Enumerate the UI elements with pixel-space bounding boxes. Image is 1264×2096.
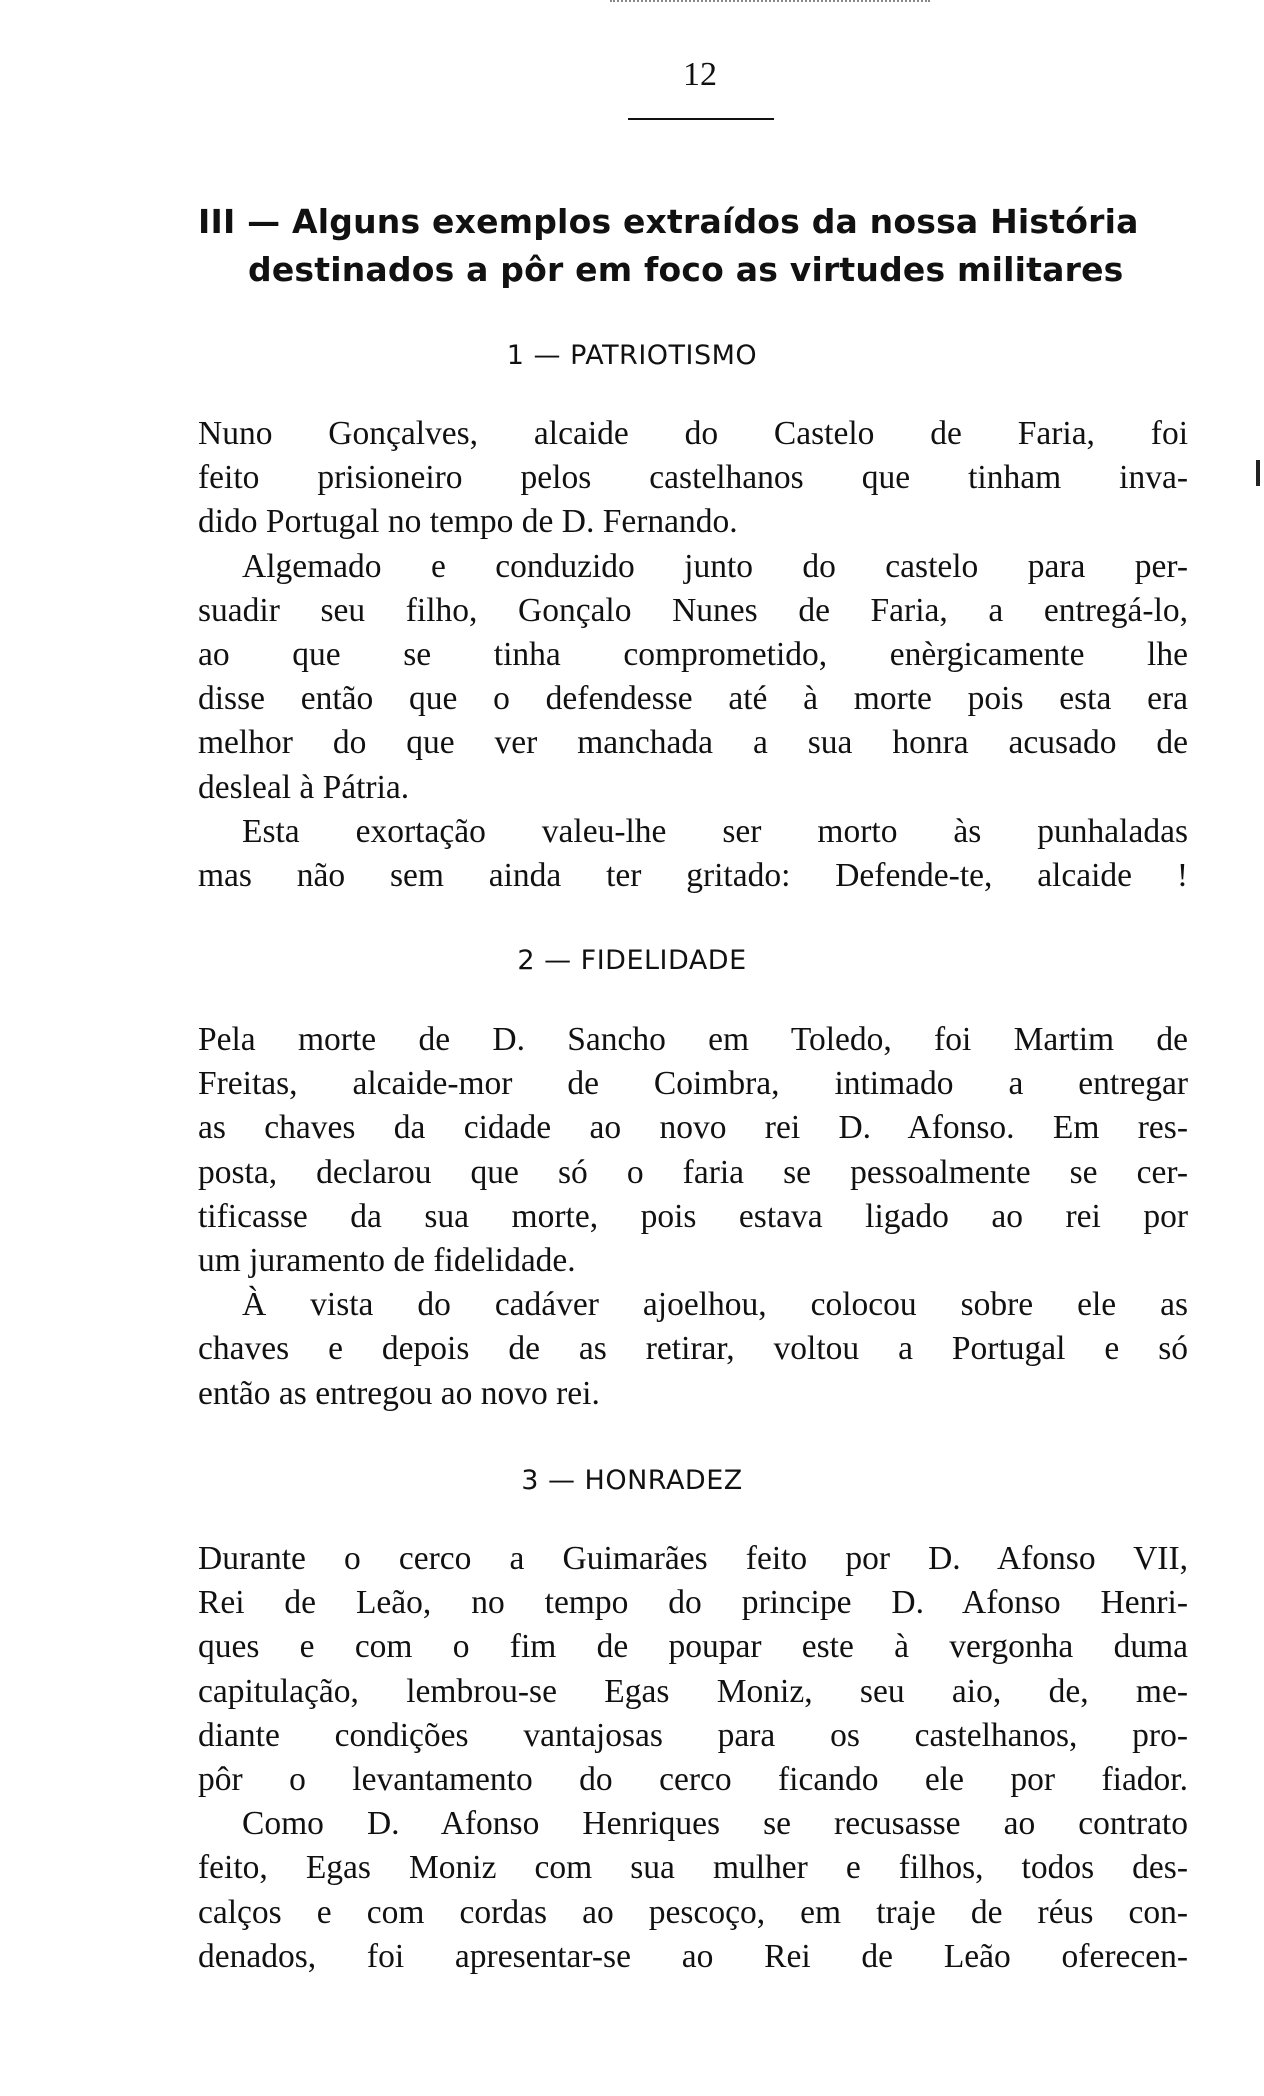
body-line: Rei de Leão, no tempo do principe D. Afonso Henri-	[198, 1584, 1188, 1622]
section-body-honradez	[198, 1537, 1188, 1979]
chapter-title-line-1: III — Alguns exemplos extraídos da nossa História	[198, 202, 1139, 241]
section-body-patriotismo	[198, 412, 1188, 898]
body-line: melhor do que ver manchada a sua honra acusado de	[198, 724, 1188, 762]
section-heading-fidelidade: 2 — FIDELIDADE	[517, 945, 747, 976]
body-line: Como D. Afonso Henriques se recusasse ao contrato	[242, 1805, 1188, 1843]
body-line: feito prisioneiro pelos castelhanos que tinham inva-	[198, 459, 1188, 497]
scan-edge-artifact	[610, 0, 930, 2]
page-number: 12	[683, 56, 717, 93]
body-line: disse então que o defendesse até à morte pois esta era	[198, 680, 1188, 718]
body-line: Freitas, alcaide-mor de Coimbra, intimado a entregar	[198, 1065, 1188, 1103]
body-line: feito, Egas Moniz com sua mulher e filhos, todos des-	[198, 1849, 1188, 1887]
body-line: posta, declarou que só o faria se pessoalmente se cer-	[198, 1153, 1188, 1191]
body-line: mas não sem ainda ter gritado: Defende-te, alcaide !	[198, 856, 1188, 894]
body-line: capitulação, lembrou-se Egas Moniz, seu aio, de, me-	[198, 1672, 1188, 1710]
body-line: dido Portugal no tempo de D. Fernando.	[198, 503, 738, 541]
body-line: então as entregou ao novo rei.	[198, 1374, 600, 1412]
chapter-title	[198, 198, 1198, 294]
body-line: ques e com o fim de poupar este à vergonha duma	[198, 1628, 1188, 1666]
body-line: pôr o levantamento do cerco ficando ele por fiador.	[198, 1760, 1188, 1798]
body-line: Esta exortação valeu-lhe ser morto às punhaladas	[242, 812, 1188, 850]
body-line: Algemado e conduzido junto do castelo para per-	[242, 547, 1188, 585]
body-line: denados, foi apresentar-se ao Rei de Leão oferecen-	[198, 1937, 1188, 1975]
body-line: tificasse da sua morte, pois estava ligado ao rei por	[198, 1197, 1188, 1235]
page-number-rule	[628, 118, 774, 120]
body-line: as chaves da cidade ao novo rei D. Afonso. Em res-	[198, 1109, 1188, 1147]
body-line: ao que se tinha comprometido, enèrgicamente lhe	[198, 635, 1188, 673]
body-line: suadir seu filho, Gonçalo Nunes de Faria, a entregá-lo,	[198, 591, 1188, 629]
body-line: um juramento de fidelidade.	[198, 1241, 576, 1279]
section-body-fidelidade	[198, 1018, 1188, 1416]
section-heading-patriotismo: 1 — PATRIOTISMO	[506, 340, 758, 371]
body-line: Nuno Gonçalves, alcaide do Castelo de Faria, foi	[198, 415, 1188, 452]
section-heading-honradez: 3 — HONRADEZ	[521, 1465, 743, 1496]
chapter-title-line-2: destinados a pôr em foco as virtudes militares	[248, 250, 1124, 289]
body-line: desleal à Pátria.	[198, 768, 410, 806]
body-line: calços e com cordas ao pescoço, em traje de réus con-	[198, 1893, 1188, 1931]
margin-mark	[1256, 460, 1260, 486]
body-line: diante condições vantajosas para os castelhanos, pro-	[198, 1716, 1188, 1754]
body-line: À vista do cadáver ajoelhou, colocou sobre ele as	[242, 1286, 1188, 1324]
body-line: Pela morte de D. Sancho em Toledo, foi Martim de	[198, 1021, 1188, 1058]
body-line: chaves e depois de as retirar, voltou a Portugal e só	[198, 1330, 1188, 1368]
body-line: Durante o cerco a Guimarães feito por D. Afonso VII,	[198, 1540, 1188, 1577]
